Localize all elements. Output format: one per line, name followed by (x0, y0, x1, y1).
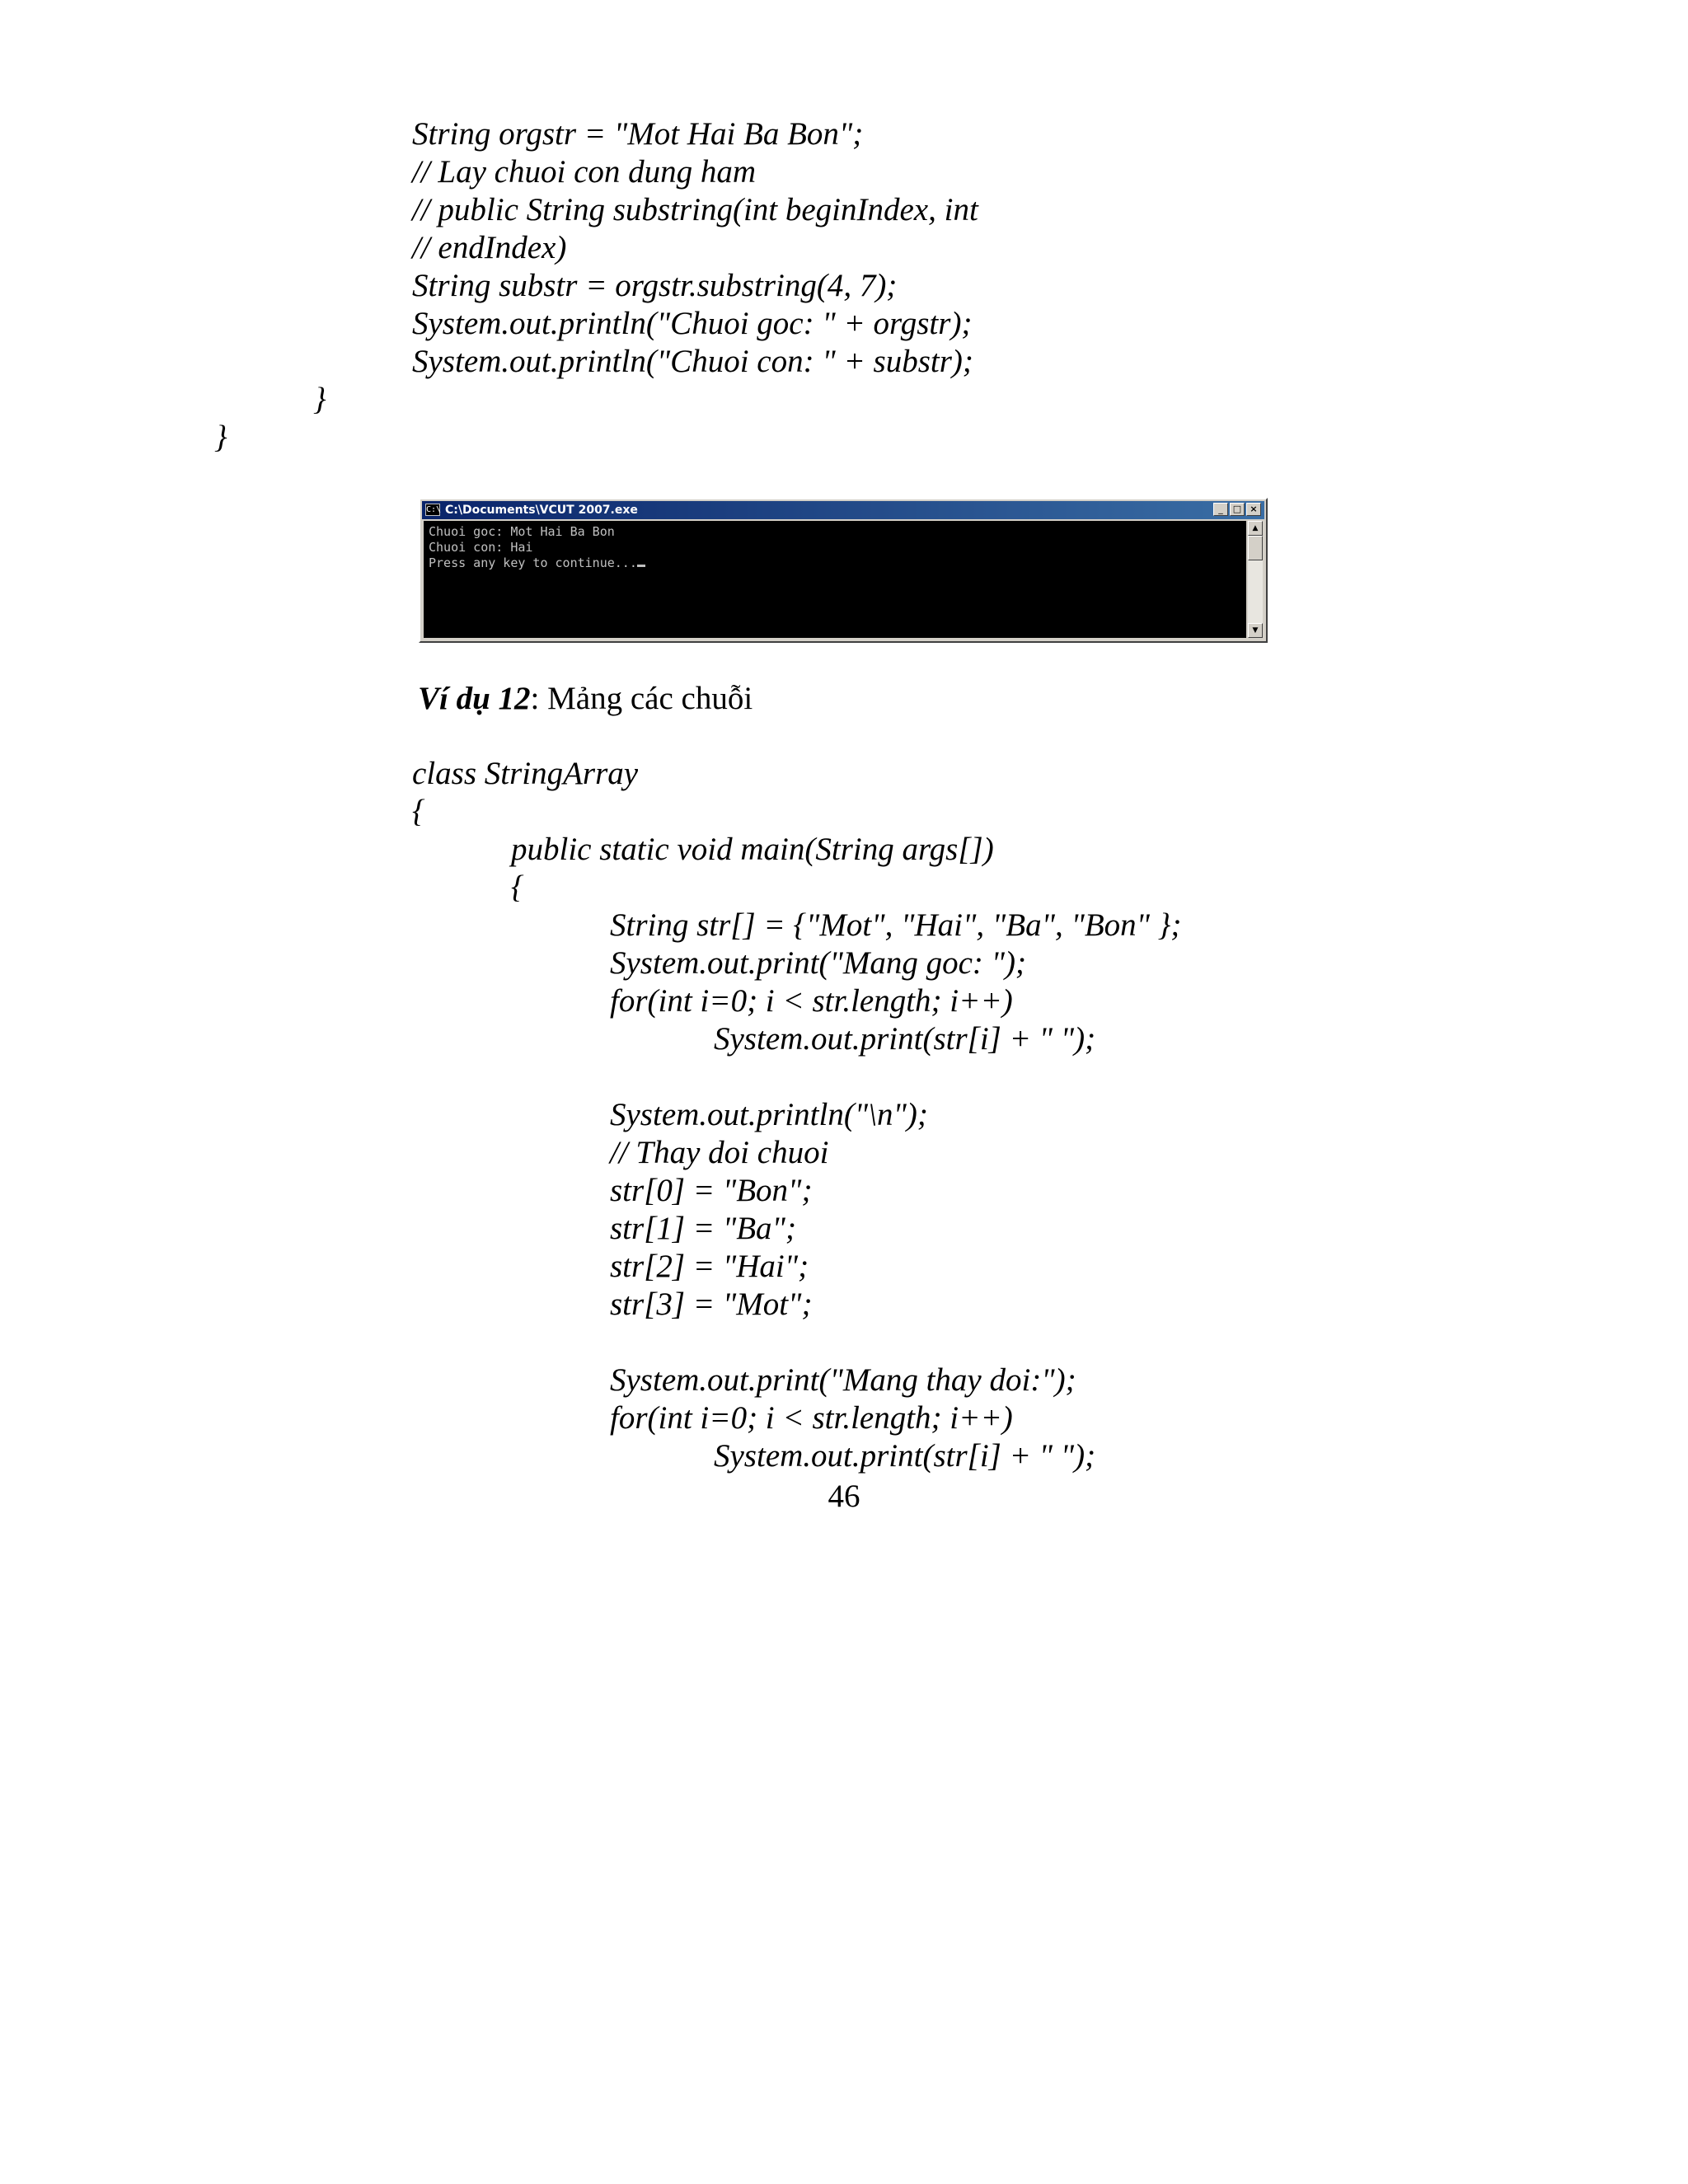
code-line: { (412, 794, 425, 829)
console-app-icon: C:\ (426, 505, 442, 514)
code-line: class StringArray (412, 756, 639, 791)
code-line: str[3] = "Mot"; (610, 1286, 813, 1322)
code-line: System.out.println("Chuoi con: " + substr); (412, 344, 973, 379)
code-block-substring (214, 115, 978, 457)
console-window (419, 498, 1268, 643)
console-title: C:\Documents\VCUT 2007.exe (445, 504, 638, 517)
scroll-thumb[interactable] (1248, 536, 1263, 560)
code-line: System.out.print("Mang goc: "); (610, 945, 1026, 981)
maximize-button[interactable]: □ (1230, 503, 1245, 516)
example-heading (418, 680, 753, 718)
code-line: // Thay doi chuoi (610, 1135, 829, 1170)
code-line: public static void main(String args[]) (511, 832, 994, 867)
minimize-button[interactable]: _ (1213, 503, 1228, 516)
example-title: : Mảng các chuỗi (530, 681, 753, 716)
code-line: for(int i=0; i < str.length; i++) (610, 1400, 1013, 1436)
console-scrollbar[interactable] (1248, 521, 1263, 638)
scroll-down-arrow-icon[interactable]: ▼ (1248, 623, 1263, 638)
code-line: System.out.println("\n"); (610, 1097, 928, 1132)
console-output (424, 521, 1246, 638)
example-label: Ví dụ 12 (418, 681, 531, 716)
scroll-up-arrow-icon[interactable]: ▲ (1248, 521, 1263, 536)
code-line: // public String substring(int beginIndex, int (412, 192, 978, 227)
code-line: String str[] = {"Mot", "Hai", "Ba", "Bon" }; (610, 907, 1182, 943)
code-line: } (214, 419, 227, 455)
console-line: Press any key to continue... (429, 555, 637, 570)
code-line: String substr = orgstr.substring(4, 7); (412, 268, 898, 303)
code-line: System.out.print(str[i] + " "); (714, 1021, 1096, 1057)
code-line: str[2] = "Hai"; (610, 1249, 809, 1284)
code-line: // endIndex) (412, 230, 567, 265)
code-line: } (313, 382, 326, 417)
code-line: // Lay chuoi con dung ham (412, 154, 757, 190)
code-line: str[1] = "Ba"; (610, 1211, 796, 1246)
code-line: str[0] = "Bon"; (610, 1173, 813, 1208)
code-line: System.out.print(str[i] + " "); (714, 1438, 1096, 1474)
text-cursor (637, 565, 645, 567)
code-line: { (511, 869, 524, 905)
code-line: System.out.print("Mang thay doi:"); (610, 1362, 1076, 1398)
console-line: Chuoi goc: Mot Hai Ba Bon (429, 524, 615, 539)
code-line: for(int i=0; i < str.length; i++) (610, 983, 1013, 1019)
console-line: Chuoi con: Hai (429, 540, 533, 555)
code-line: String orgstr = "Mot Hai Ba Bon"; (412, 116, 864, 152)
code-block-string-array (412, 755, 1181, 1475)
console-titlebar[interactable] (422, 501, 1264, 519)
page-number: 46 (828, 1479, 860, 1514)
code-line: System.out.println("Chuoi goc: " + orgstr); (412, 306, 973, 341)
close-button[interactable]: × (1246, 503, 1261, 516)
